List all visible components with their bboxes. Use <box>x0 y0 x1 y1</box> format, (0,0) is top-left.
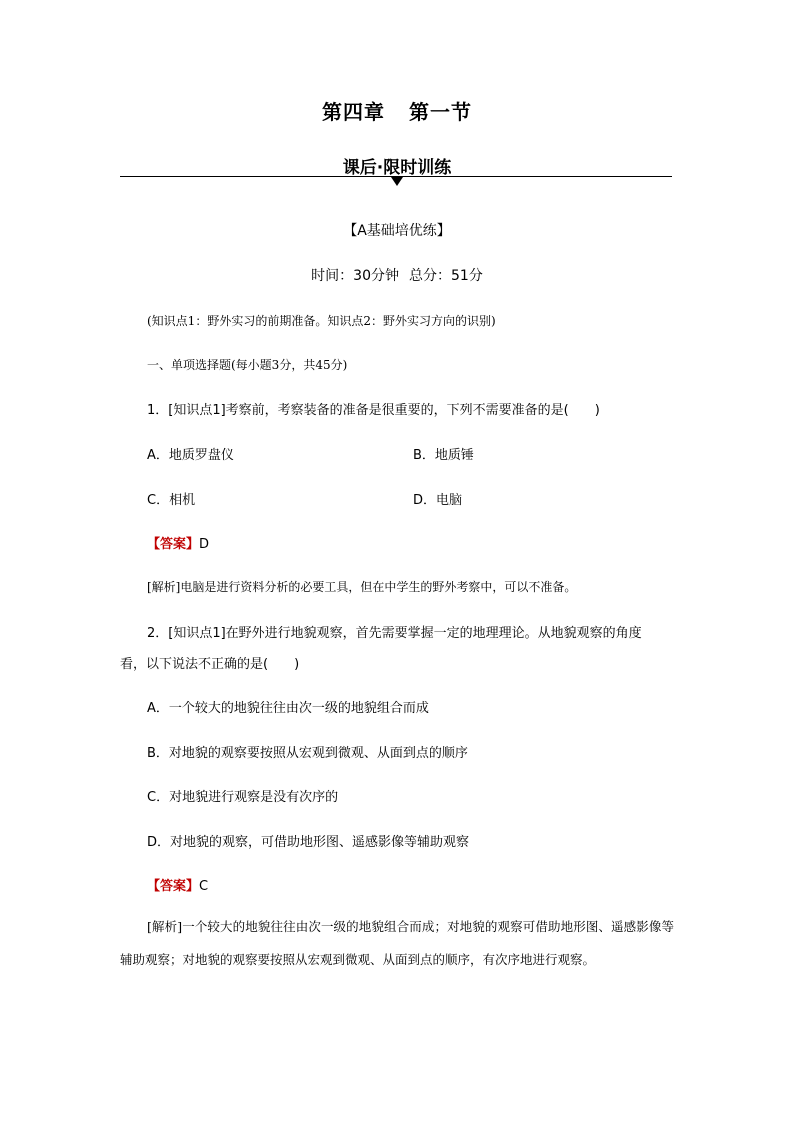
question-1-stem: 1．[知识点1]考察前，考察装备的准备是很重要的，下列不需要准备的是( ) <box>147 403 600 418</box>
question-1-option-c: C．相机 <box>147 493 196 508</box>
question-1-option-a: A．地质罗盘仪 <box>147 448 234 463</box>
section-label: 第一节 <box>409 100 472 124</box>
total-score: 总分：51分 <box>409 268 483 284</box>
question-2-option-a: A．一个较大的地貌往往由次一级的地貌组合而成 <box>147 701 429 716</box>
question-2-stem-line-1: 2．[知识点1]在野外进行地貌观察，首先需要掌握一定的地理理论。从地貌观察的角度 <box>147 626 642 641</box>
knowledge-note: (知识点1：野外实习的前期准备。知识点2：野外实习方向的识别) <box>147 314 496 328</box>
block-title: 【A基础培优练】 <box>343 223 451 239</box>
chapter-label: 第四章 <box>322 100 385 124</box>
answer-value: C <box>199 879 209 894</box>
question-2-option-d: D．对地貌的观察，可借助地形图、遥感影像等辅助观察 <box>147 835 470 850</box>
question-2-stem-line-2: 看，以下说法不正确的是( ) <box>120 657 300 672</box>
exam-meta <box>0 265 794 285</box>
question-2-option-c: C．对地貌进行观察是没有次序的 <box>147 790 339 805</box>
question-2-answer <box>147 875 208 894</box>
question-2-analysis: [解析]一个较大的地貌往往由次一级的地貌组合而成；对地貌的观察可借助地形图、遥感影像等辅助观察；对地貌的观察要按照从宏观到微观、从面到点的顺序，有次序地进行观察。 <box>120 919 674 967</box>
time-limit: 时间：30分钟 <box>311 268 399 284</box>
answer-value: D <box>199 537 210 552</box>
question-2-option-b: B．对地貌的观察要按照从宏观到微观、从面到点的顺序 <box>147 746 468 761</box>
triangle-marker-icon <box>391 177 403 186</box>
page-subtitle: 课后·限时训练 <box>342 158 452 178</box>
answer-label: 【答案】 <box>147 537 200 552</box>
question-1-answer <box>147 533 209 552</box>
question-1-option-d: D．电脑 <box>413 493 463 508</box>
part-title: 一、单项选择题(每小题3分，共45分) <box>147 358 348 372</box>
answer-label: 【答案】 <box>147 879 200 894</box>
chapter-title <box>0 96 794 125</box>
question-1-analysis: [解析]电脑是进行资料分析的必要工具，但在中学生的野外考察中，可以不准备。 <box>147 580 577 594</box>
question-1-option-b: B．地质锤 <box>413 448 474 463</box>
